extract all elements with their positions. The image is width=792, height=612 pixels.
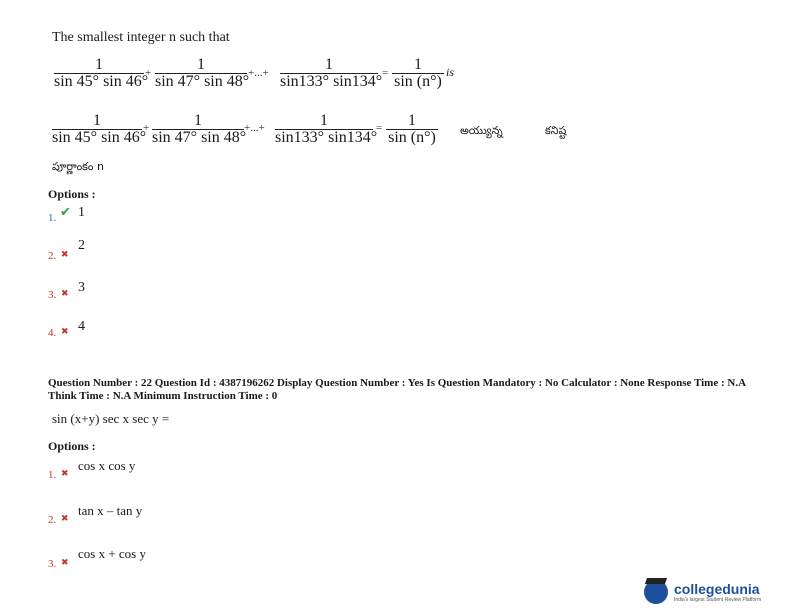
fraction-4 bbox=[392, 58, 444, 90]
is-word: is bbox=[446, 65, 455, 79]
cross-icon: ✖ bbox=[61, 289, 69, 299]
collegedunia-logo bbox=[644, 580, 784, 606]
fraction-2 bbox=[152, 112, 247, 146]
option-number: 2. bbox=[48, 250, 57, 262]
option-value: cos x cos y bbox=[78, 458, 136, 473]
check-icon: ✔ bbox=[60, 205, 71, 220]
fraction-numerator: 1 bbox=[95, 56, 103, 73]
telugu-text-line2: పూర్ణాంకం n bbox=[52, 160, 104, 173]
plus-sign: + bbox=[145, 67, 152, 79]
fraction-3 bbox=[280, 56, 383, 90]
fraction-numerator: 1 bbox=[197, 56, 205, 73]
logo-text: collegedunia bbox=[674, 581, 760, 597]
options-label: Options : bbox=[48, 439, 96, 453]
fraction-1 bbox=[52, 112, 147, 146]
ellipsis-sign: +...+ bbox=[244, 122, 265, 134]
option-number: 4. bbox=[48, 327, 57, 339]
fraction-3 bbox=[275, 112, 378, 146]
fraction-denominator: sin 45° sin 46° bbox=[52, 129, 147, 146]
graduation-cap-icon bbox=[645, 578, 667, 584]
option-value: 1 bbox=[78, 205, 85, 220]
question-metadata: Question Number : 22 Question Id : 4387196262 Display Question Number : Yes Is Question Mandatory : No Calculator : None Response Time : N.A Think Time : N.A Minimum Instruction Time : 0 bbox=[48, 377, 746, 402]
cross-icon: ✖ bbox=[61, 469, 69, 479]
option-value: cos x + cos y bbox=[78, 546, 146, 561]
telugu-text: కనిష్ట bbox=[545, 124, 567, 137]
cross-icon: ✖ bbox=[61, 250, 69, 260]
question-1-text: The smallest integer n such that bbox=[52, 30, 230, 45]
question-2-text: sin (x+y) sec x sec y = bbox=[52, 411, 170, 426]
fraction-1 bbox=[54, 56, 149, 90]
cross-icon: ✖ bbox=[61, 514, 69, 524]
logo-tagline: India's largest Student Review Platform bbox=[674, 597, 762, 603]
fraction-2 bbox=[155, 56, 250, 90]
fraction-denominator: sin (n°) bbox=[388, 129, 436, 146]
option-number: 1. bbox=[48, 469, 57, 481]
cross-icon: ✖ bbox=[61, 327, 69, 337]
option-value: 2 bbox=[78, 238, 85, 253]
fraction-numerator: 1 bbox=[194, 112, 202, 129]
fraction-4 bbox=[386, 114, 438, 146]
option-number: 3. bbox=[48, 558, 57, 570]
equals-sign: = bbox=[376, 122, 383, 134]
option-number: 3. bbox=[48, 289, 57, 301]
ellipsis-sign: +...+ bbox=[248, 67, 269, 79]
option-number: 2. bbox=[48, 514, 57, 526]
fraction-numerator: 1 bbox=[408, 112, 416, 129]
fraction-denominator: sin 45° sin 46° bbox=[54, 73, 149, 90]
fraction-denominator: sin133° sin134° bbox=[275, 129, 378, 146]
fraction-denominator: sin 47° sin 48° bbox=[152, 129, 247, 146]
option-value: 4 bbox=[78, 319, 85, 334]
cross-icon: ✖ bbox=[61, 558, 69, 568]
fraction-denominator: sin133° sin134° bbox=[280, 73, 383, 90]
telugu-text: అయ్యున్న bbox=[460, 124, 503, 137]
fraction-numerator: 1 bbox=[325, 56, 333, 73]
fraction-numerator: 1 bbox=[93, 112, 101, 129]
option-value: tan x – tan y bbox=[78, 503, 143, 518]
option-number: 1. bbox=[48, 212, 57, 224]
equals-sign: = bbox=[382, 67, 389, 79]
plus-sign: + bbox=[143, 122, 150, 134]
fraction-numerator: 1 bbox=[320, 112, 328, 129]
option-value: 3 bbox=[78, 280, 85, 295]
fraction-denominator: sin (n°) bbox=[394, 73, 442, 90]
options-label: Options : bbox=[48, 187, 96, 201]
fraction-denominator: sin 47° sin 48° bbox=[155, 73, 250, 90]
fraction-numerator: 1 bbox=[414, 56, 422, 73]
